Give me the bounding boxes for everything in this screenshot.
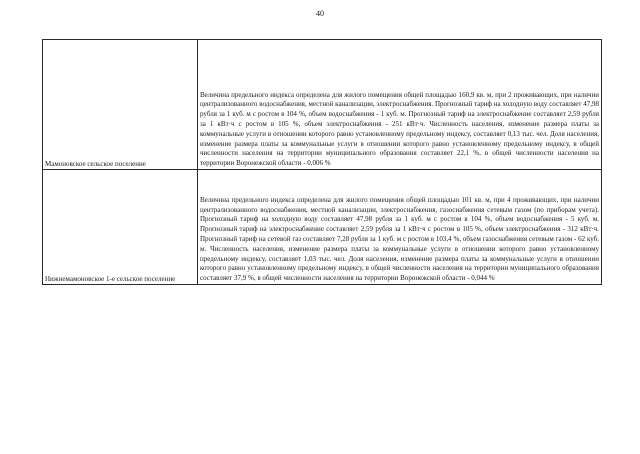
table-row bbox=[43, 170, 602, 285]
settlement-name: Мамоновское сельское поселение bbox=[45, 159, 146, 168]
settlement-cell bbox=[43, 40, 198, 170]
indices-table bbox=[42, 39, 602, 285]
settlement-name: Нижнемамоновское 1-е сельское поселение bbox=[45, 274, 176, 283]
description-cell bbox=[198, 40, 602, 170]
settlement-description: Величина предельного индекса определена для жилого помещения общей площадью 160,9 кв. м, при 2 проживающих, при наличии централизованного водоснабжения, местной канализации, электроснабжения. Прогнозный тариф на холодную воду составляет 47,98 рубля за 1 куб. м с ростом в 104 %, объем водоснабжения - 1 куб. м. Прогнозный тариф на электроснабжение составляет 2,59 рубля за 1 кВт·ч с ростом в 105 %, объем электроснабжения - 251 кВт·ч. Численность населения, изменение размера платы за коммунальные услуги в отношении которого равно установленному предельному индексу, составляет 0,13 тыс. чел. Доля населения, изменение размера платы за коммунальные услуги в отношении которого равно установленному предельному индексу, в общей численности населения на территории муниципального образования составляет 22,1 %, в общей численности населения на территории Воронежской области - 0,006 % bbox=[200, 90, 599, 168]
settlement-cell bbox=[43, 170, 198, 285]
page-number: 40 bbox=[316, 9, 324, 18]
table-row bbox=[43, 40, 602, 170]
settlement-description: Величина предельного индекса определена для жилого помещения общей площадью 101 кв. м, при 4 проживающих, при наличии централизованного водоснабжения, местной канализации, электроснабжения, газоснабжения сетевым газом (по приборам учета). Прогнозный тариф на холодную воду составляет 47,98 рубля за 1 куб. м с ростом в 104 %, объем водоснабжения - 5 куб. м. Прогнозный тариф на электроснабжение составляет 2,59 рубля за 1 кВт·ч с ростом в 105 %, объем электроснабжения - 312 кВт·ч. Прогнозный тариф на сетевой газ составляет 7,28 рубля за 1 куб. м с ростом в 103,4 %, объем газоснабжения сетевым газом - 62 куб. м. Численность населения, изменение размера платы за коммунальные услуги в отношении которого равно установленному предельному индексу, составляет 1,03 тыс. чел. Доля населения, изменение размера платы за коммунальные услуги в отношении которого равно установленному предельному индексу, в общей численности населения на территории муниципального образования составляет 37,9 %, в общей численности населения на территории Воронежской области - 0,044 % bbox=[200, 195, 599, 283]
description-cell bbox=[198, 170, 602, 285]
